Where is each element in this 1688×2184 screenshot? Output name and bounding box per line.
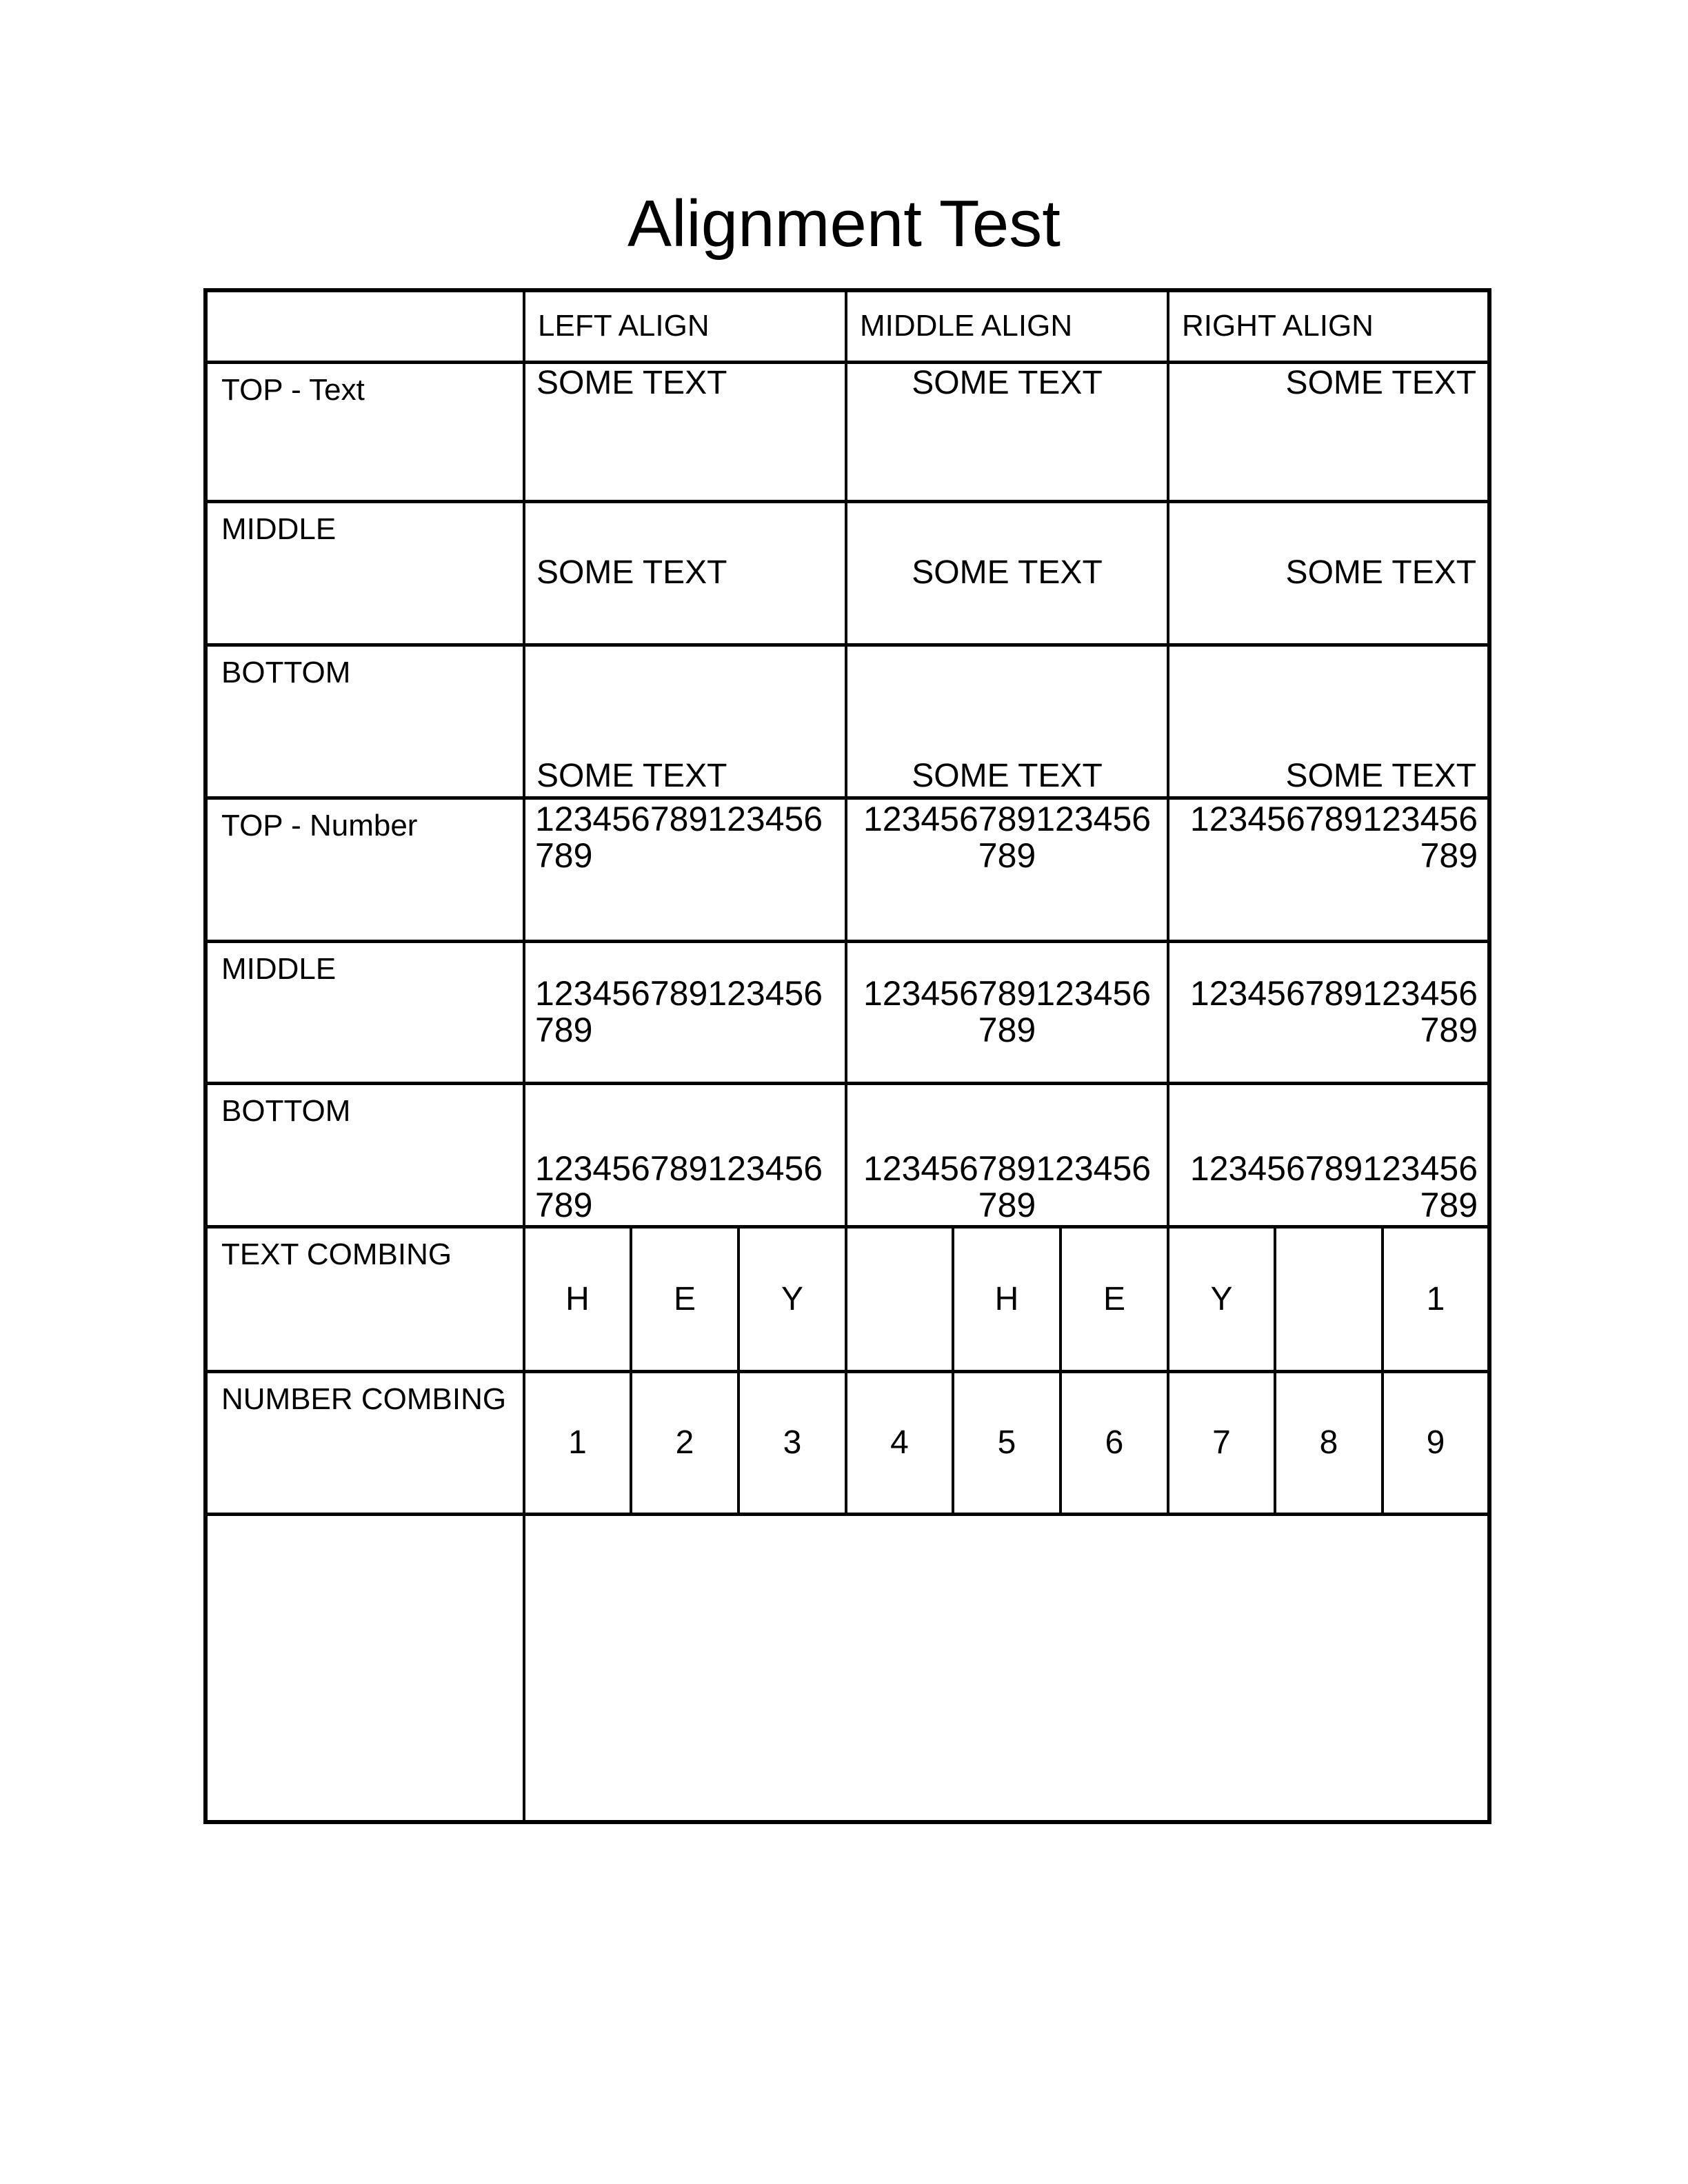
cell-middle-text-right: SOME TEXT — [1168, 501, 1489, 645]
comb-cell: H — [524, 1226, 631, 1371]
column-header-middle-align: MIDDLE ALIGN — [846, 290, 1168, 362]
page-title: Alignment Test — [627, 187, 1061, 261]
header-row — [205, 290, 1489, 362]
comb-cell: 5 — [953, 1371, 1061, 1514]
column-header-left-align: LEFT ALIGN — [524, 290, 846, 362]
comb-cell: 2 — [631, 1371, 738, 1514]
row-label: NUMBER COMBING — [205, 1371, 524, 1514]
comb-cell: Y — [738, 1226, 846, 1371]
cell-bottom-number-middle: 123456789123456789 — [846, 1083, 1168, 1226]
cell-bottom-text-right: SOME TEXT — [1168, 645, 1489, 798]
table-row-text-combing — [205, 1226, 1489, 1371]
cell-middle-text-left: SOME TEXT — [524, 501, 846, 645]
comb-cell: E — [631, 1226, 738, 1371]
comb-cell: 7 — [1168, 1371, 1275, 1514]
header-corner-cell — [205, 290, 524, 362]
cell-bottom-number-left: 123456789123456789 — [524, 1083, 846, 1226]
comb-cell — [846, 1226, 953, 1371]
cell-top-text-right: SOME TEXT — [1168, 362, 1489, 501]
cell-middle-number-middle: 123456789123456789 — [846, 941, 1168, 1083]
cell-bottom-text-left: SOME TEXT — [524, 645, 846, 798]
comb-cell: 3 — [738, 1371, 846, 1514]
row-label: MIDDLE — [205, 941, 524, 1083]
table-row-top-number — [205, 798, 1489, 941]
comb-cell: 1 — [1383, 1226, 1489, 1371]
empty-merged-cell — [524, 1514, 1489, 1822]
comb-cell: 4 — [846, 1371, 953, 1514]
cell-top-number-left: 123456789123456789 — [524, 798, 846, 941]
cell-middle-text-middle: SOME TEXT — [846, 501, 1168, 645]
cell-middle-number-left: 123456789123456789 — [524, 941, 846, 1083]
table-row-empty — [205, 1514, 1489, 1822]
cell-bottom-number-right: 123456789123456789 — [1168, 1083, 1489, 1226]
comb-cell: 8 — [1275, 1371, 1383, 1514]
comb-cell — [1275, 1226, 1383, 1371]
column-header-right-align: RIGHT ALIGN — [1168, 290, 1489, 362]
comb-cell: 9 — [1383, 1371, 1489, 1514]
row-label: BOTTOM — [205, 645, 524, 798]
comb-cell: 1 — [524, 1371, 631, 1514]
table-row-bottom-number — [205, 1083, 1489, 1226]
alignment-table — [203, 288, 1491, 1824]
cell-top-number-middle: 123456789123456789 — [846, 798, 1168, 941]
cell-top-text-middle: SOME TEXT — [846, 362, 1168, 501]
row-label — [205, 1514, 524, 1822]
comb-cell: E — [1061, 1226, 1168, 1371]
cell-middle-number-right: 123456789123456789 — [1168, 941, 1489, 1083]
table-row-bottom-text — [205, 645, 1489, 798]
comb-cell: 6 — [1061, 1371, 1168, 1514]
row-label: BOTTOM — [205, 1083, 524, 1226]
table-row-number-combing — [205, 1371, 1489, 1514]
row-label: TOP - Number — [205, 798, 524, 941]
cell-bottom-text-middle: SOME TEXT — [846, 645, 1168, 798]
table-row-middle-number — [205, 941, 1489, 1083]
comb-cell: Y — [1168, 1226, 1275, 1371]
cell-top-number-right: 123456789123456789 — [1168, 798, 1489, 941]
table-row-middle-text — [205, 501, 1489, 645]
comb-cell: H — [953, 1226, 1061, 1371]
table-row-top-text — [205, 362, 1489, 501]
cell-top-text-left: SOME TEXT — [524, 362, 846, 501]
row-label: TOP - Text — [205, 362, 524, 501]
row-label: TEXT COMBING — [205, 1226, 524, 1371]
row-label: MIDDLE — [205, 501, 524, 645]
